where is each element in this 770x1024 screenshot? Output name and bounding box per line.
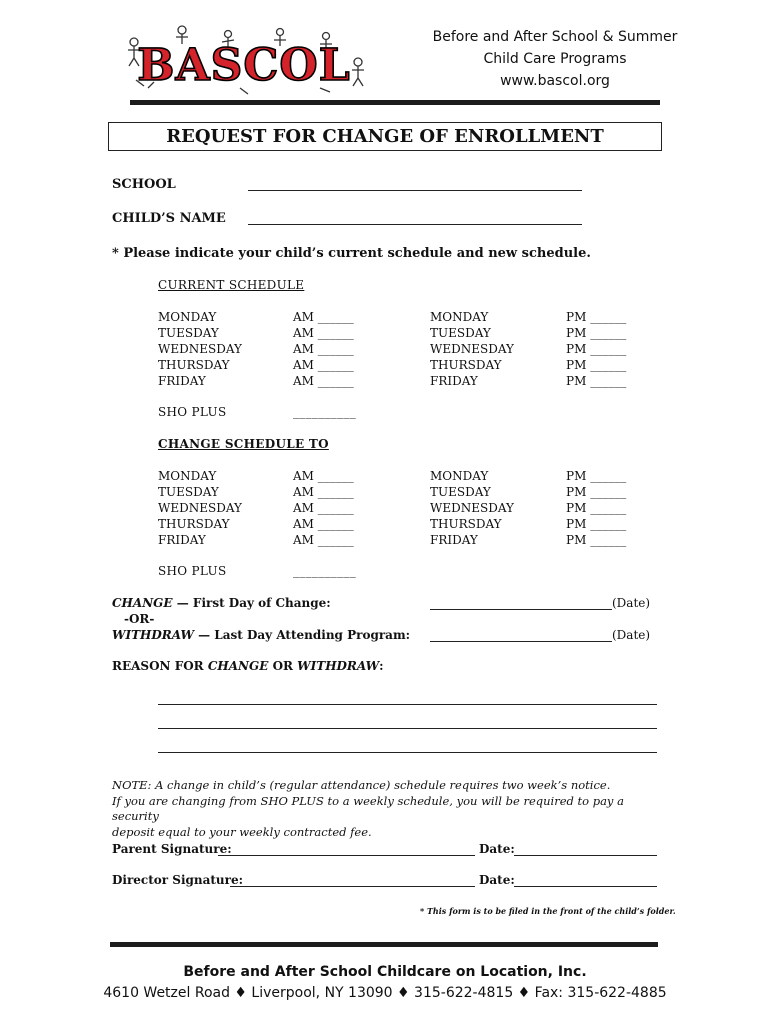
pm-blank[interactable]: ______	[590, 374, 627, 388]
note-line-3: deposit equal to your weekly contracted fee.	[112, 824, 372, 839]
reason-mid: OR	[268, 659, 298, 673]
day-label: THURSDAY	[430, 358, 502, 372]
note-line-2: If you are changing from SHO PLUS to a weekly schedule, you will be required to pay a security	[112, 793, 624, 823]
or-divider: -OR-	[124, 612, 155, 626]
school-field[interactable]	[248, 190, 582, 191]
pm-label: PM	[566, 485, 587, 499]
director-date-label: Date:	[479, 873, 515, 887]
current-am-days	[158, 309, 242, 389]
current-pm-fields	[566, 309, 626, 389]
pm-label: PM	[566, 501, 587, 515]
schedule-instruction: * Please indicate your child’s current schedule and new schedule.	[112, 246, 591, 261]
reason-post: :	[379, 659, 384, 673]
pm-blank[interactable]: ______	[590, 469, 627, 483]
change-pm-fields	[566, 468, 626, 548]
day-label: WEDNESDAY	[430, 342, 514, 356]
parent-date-label: Date:	[479, 842, 515, 856]
pm-label: PM	[566, 310, 587, 324]
footer-rule	[110, 942, 658, 947]
am-blank[interactable]: ______	[317, 469, 354, 483]
change-pm-days	[430, 468, 514, 548]
reason-withdraw: WITHDRAW	[297, 659, 380, 673]
director-signature-field[interactable]	[230, 886, 475, 887]
form-title: REQUEST FOR CHANGE OF ENROLLMENT	[108, 122, 662, 151]
am-label: AM	[293, 485, 314, 499]
day-label: WEDNESDAY	[430, 501, 514, 515]
change-sho-plus-blank[interactable]: __________	[293, 564, 356, 578]
am-label: AM	[293, 326, 314, 340]
note-line-1: NOTE: A change in child’s (regular attendance) schedule requires two week’s notice.	[112, 778, 611, 792]
am-blank[interactable]: ______	[317, 517, 354, 531]
am-label: AM	[293, 358, 314, 372]
parent-signature-field[interactable]	[218, 855, 475, 856]
am-blank[interactable]: ______	[317, 358, 354, 372]
header-rule	[130, 100, 660, 105]
am-blank[interactable]: ______	[317, 342, 354, 356]
pm-label: PM	[566, 374, 587, 388]
pm-blank[interactable]: ______	[590, 342, 627, 356]
director-signature-label: Director Signature:	[112, 873, 244, 887]
child-name-field[interactable]	[248, 224, 582, 225]
header-line-2: Child Care Programs	[483, 51, 627, 67]
reason-pre: REASON FOR	[112, 659, 208, 673]
day-label: FRIDAY	[158, 533, 206, 547]
parent-signature-label: Parent Signature:	[112, 842, 232, 856]
am-label: AM	[293, 469, 314, 483]
day-label: THURSDAY	[158, 517, 230, 531]
change-am-days	[158, 468, 242, 548]
withdraw-last-day-label	[112, 628, 410, 642]
withdraw-word: WITHDRAW	[112, 628, 194, 642]
pm-label: PM	[566, 358, 587, 372]
am-label: AM	[293, 342, 314, 356]
pm-label: PM	[566, 533, 587, 547]
header-info	[420, 26, 690, 92]
am-blank[interactable]: ______	[317, 485, 354, 499]
director-date-field[interactable]	[514, 886, 657, 887]
reason-line-3[interactable]	[158, 752, 657, 753]
day-label: TUESDAY	[430, 326, 491, 340]
day-label: TUESDAY	[158, 485, 219, 499]
day-label: FRIDAY	[430, 374, 478, 388]
header-website-link[interactable]: www.bascol.org	[500, 73, 610, 89]
change-sho-plus-label: SHO PLUS	[158, 564, 227, 578]
am-blank[interactable]: ______	[317, 501, 354, 515]
pm-label: PM	[566, 342, 587, 356]
am-label: AM	[293, 374, 314, 388]
reason-line-2[interactable]	[158, 728, 657, 729]
day-label: THURSDAY	[158, 358, 230, 372]
day-label: MONDAY	[158, 310, 217, 324]
change-date-field[interactable]	[430, 609, 612, 610]
pm-blank[interactable]: ______	[590, 358, 627, 372]
pm-blank[interactable]: ______	[590, 326, 627, 340]
day-label: WEDNESDAY	[158, 342, 242, 356]
day-label: FRIDAY	[430, 533, 478, 547]
footer-address: 4610 Wetzel Road ♦ Liverpool, NY 13090 ♦ 315-622-4815 ♦ Fax: 315-622-4885	[103, 985, 667, 1001]
current-pm-days	[430, 309, 514, 389]
child-name-label: CHILD’S NAME	[112, 211, 226, 226]
change-am-fields	[293, 468, 354, 548]
pm-label: PM	[566, 517, 587, 531]
am-blank[interactable]: ______	[317, 310, 354, 324]
change-rest: — First Day of Change:	[176, 596, 331, 610]
change-word: CHANGE	[112, 596, 173, 610]
day-label: TUESDAY	[430, 485, 491, 499]
day-label: MONDAY	[430, 469, 489, 483]
bascol-logo	[120, 22, 370, 96]
day-label: TUESDAY	[158, 326, 219, 340]
current-am-fields	[293, 309, 354, 389]
parent-date-field[interactable]	[514, 855, 657, 856]
am-label: AM	[293, 501, 314, 515]
pm-blank[interactable]: ______	[590, 310, 627, 324]
filing-note: * This form is to be filed in the front of the child’s folder.	[420, 906, 676, 916]
day-label: THURSDAY	[430, 517, 502, 531]
pm-blank[interactable]: ______	[590, 485, 627, 499]
am-blank[interactable]: ______	[317, 374, 354, 388]
school-label: SCHOOL	[112, 177, 176, 192]
reason-label	[112, 659, 384, 673]
header-line-1: Before and After School & Summer	[432, 29, 678, 45]
am-blank[interactable]: ______	[317, 326, 354, 340]
am-label: AM	[293, 517, 314, 531]
day-label: MONDAY	[158, 469, 217, 483]
reason-change: CHANGE	[207, 659, 269, 673]
current-sho-plus-blank[interactable]: __________	[293, 405, 356, 419]
day-label: MONDAY	[430, 310, 489, 324]
change-first-day-label	[112, 596, 331, 610]
withdraw-date-field[interactable]	[430, 641, 612, 642]
change-schedule-heading: CHANGE SCHEDULE TO	[158, 437, 329, 451]
am-blank[interactable]: ______	[317, 533, 354, 547]
footer-company: Before and After School Childcare on Location, Inc.	[183, 964, 587, 980]
day-label: FRIDAY	[158, 374, 206, 388]
am-label: AM	[293, 310, 314, 324]
am-label: AM	[293, 533, 314, 547]
withdraw-date-label: (Date)	[612, 628, 651, 642]
pm-blank[interactable]: ______	[590, 533, 627, 547]
current-schedule-heading: CURRENT SCHEDULE	[158, 278, 305, 292]
reason-line-1[interactable]	[158, 704, 657, 705]
pm-label: PM	[566, 469, 587, 483]
change-date-label: (Date)	[612, 596, 651, 610]
current-sho-plus-label: SHO PLUS	[158, 405, 227, 419]
logo-text: BASCOL	[137, 40, 351, 91]
notice-text	[112, 778, 672, 840]
withdraw-rest: — Last Day Attending Program:	[198, 628, 411, 642]
pm-blank[interactable]: ______	[590, 517, 627, 531]
day-label: WEDNESDAY	[158, 501, 242, 515]
pm-blank[interactable]: ______	[590, 501, 627, 515]
pm-label: PM	[566, 326, 587, 340]
